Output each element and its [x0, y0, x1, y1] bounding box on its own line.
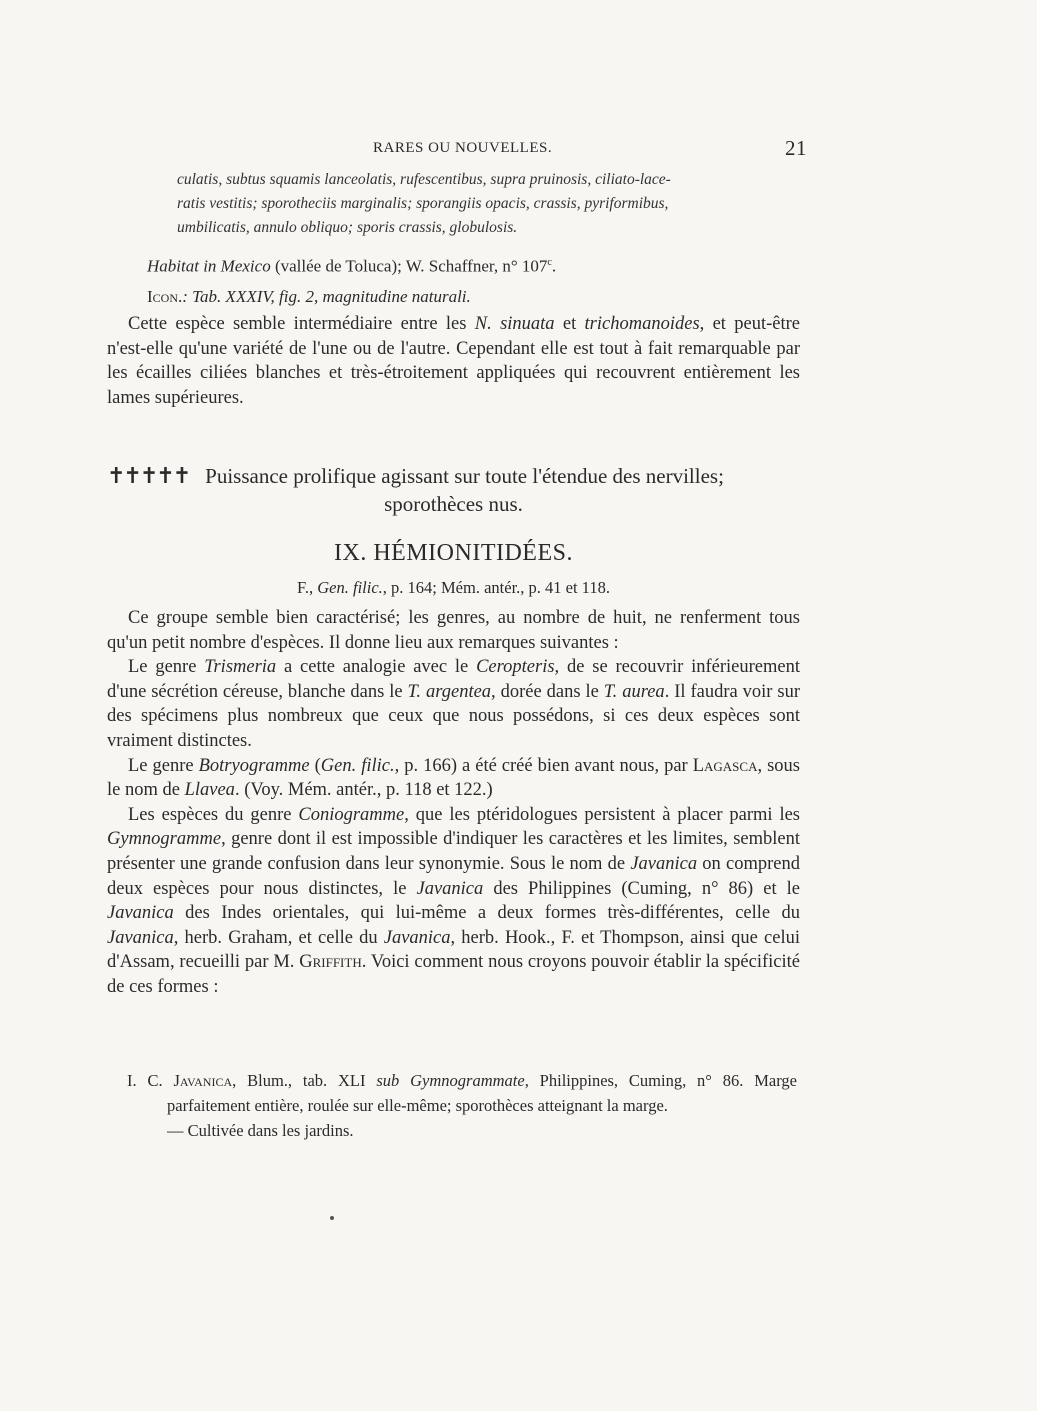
- chapter-reference: [107, 578, 800, 598]
- p4-lagasca: Lagasca: [692, 755, 758, 776]
- p5-f: des Indes orientales, qui lui-même a deux formes très-différentes, celle du: [173, 903, 800, 924]
- paragraph-5: [107, 803, 800, 1000]
- habitat-text: (vallée de Toluca); W. Schaffner, n° 107: [270, 256, 548, 276]
- p3-c: , de se recouvrir inférieurement d'une sécrétion céreuse, blanche dans le: [107, 657, 800, 702]
- p4-d: , sous le nom de: [107, 755, 800, 801]
- li1-javanica: Javanica: [173, 1071, 233, 1090]
- habitat-end: .: [551, 256, 557, 276]
- running-header: [107, 136, 807, 162]
- latin-line-1: culatis, subtus squamis lanceolatis, rufescentibus, supra pruinosis, ciliato-lace-: [177, 171, 671, 188]
- li1-b: , Blum., tab. XLI: [232, 1071, 377, 1090]
- p1-species-sinuata: sinuata: [500, 314, 555, 334]
- p3-d: , dorée dans le: [491, 681, 604, 702]
- p1-species-trich: trichomanoides: [584, 314, 700, 334]
- p5-jav3: Javanica: [107, 903, 174, 924]
- habitat-line: [147, 248, 797, 282]
- paragraph-4: [107, 754, 800, 803]
- running-title: RARES OU NOUVELLES.: [373, 140, 553, 156]
- li1-sub: sub Gymnogrammate: [376, 1071, 525, 1090]
- p5-griffith: Griffith: [299, 952, 362, 973]
- p5-b: , que les ptéridologues persistent à placer parmi les: [404, 804, 800, 825]
- habitat-block: [147, 248, 797, 312]
- list-item-1: [127, 1068, 797, 1118]
- section-line-2: sporothèces nus.: [384, 492, 523, 516]
- p1-text-a: Cette espèce semble intermédiaire entre les: [128, 314, 475, 334]
- p5-jav2: Javanica: [416, 878, 484, 899]
- section-heading: [107, 462, 800, 518]
- p5-a: Les espèces du genre: [128, 804, 299, 825]
- paragraph-2: Ce groupe semble bien caractérisé; les genres, au nombre de huit, ne renferment tous qu'un petit nombre d'espèces. Il donne lieu aux remarques suivantes :: [107, 608, 800, 653]
- latin-description: [107, 168, 800, 240]
- p5-conio: Coniogramme: [298, 804, 405, 825]
- p5-d: on comprend deux espèces pour nous distinctes, le: [107, 853, 800, 899]
- latin-line-2: ratis vestitis; sporotheciis marginalis; sporangiis opacis, crassis, pyriformibus,: [177, 195, 669, 212]
- crosses-mark: ✝✝✝✝✝: [107, 463, 190, 488]
- p3-e: . Il faudra voir sur des spécimens plus nombreux que ceux que nous possédons, si ces deux espèces sont vraiment distinctes.: [107, 681, 800, 751]
- li1-a: I. C.: [127, 1071, 174, 1090]
- li1-c: , Philippines, Cuming, n° 86. Marge parfaitement entière, roulée sur elle-même; sporothèces atteignant la marge.: [167, 1071, 797, 1115]
- p1-text-rest: , et peut-être n'est-elle qu'une variété de l'une ou de l'autre. Cependant elle est tout à fait remarquable par les écailles ciliées blanches et très-étroitement appliquées qui recouvrent entièrement les lames supérieures.: [107, 314, 800, 408]
- p4-b: (: [309, 755, 321, 776]
- p5-c: , genre dont il est impossible d'indiquer les caractères et les limites, semblent présenter une grande confusion dans leur synonymie. Sous le nom de: [107, 829, 800, 874]
- paragraph-1: [107, 312, 800, 410]
- p3-b: a cette analogie avec le: [276, 657, 477, 678]
- p4-gen: Gen. filic.: [320, 755, 395, 776]
- p5-i: . Voici comment nous croyons pouvoir établir la spécificité de ces formes :: [107, 952, 800, 997]
- p1-et: et: [554, 314, 585, 334]
- icon-label: Icon.: [147, 286, 183, 306]
- p5-jav4: Javanica: [107, 927, 174, 948]
- p5-gymno: Gymnogramme: [107, 829, 222, 850]
- icon-line: [147, 282, 797, 312]
- p4-llavea: Llavea: [184, 780, 235, 801]
- p5-jav5: Javanica: [383, 927, 451, 948]
- p3-t-aurea: T. aurea: [603, 681, 665, 702]
- page-number: 21: [785, 136, 807, 160]
- p3-a: Le genre: [128, 657, 205, 678]
- p5-e: des Philippines (Cuming, n° 86) et le: [483, 878, 800, 899]
- section-line-1: Puissance prolifique agissant sur toute l'étendue des nervilles;: [205, 464, 724, 488]
- paragraph-3: [107, 655, 800, 753]
- p4-botry: Botryogramme: [198, 755, 310, 776]
- chapter-title: IX. HÉMIONITIDÉES.: [334, 540, 573, 566]
- ref-b: , p. 164; Mém. antér., p. 41 et 118.: [382, 578, 610, 597]
- p5-jav1: Javanica: [630, 853, 698, 874]
- icon-text: : Tab. XXXIV, fig. 2, magnitudine naturali.: [182, 286, 471, 306]
- ref-gen: Gen. filic.: [317, 578, 383, 597]
- habitat-sup: c: [547, 257, 552, 268]
- ref-a: F.,: [297, 578, 318, 597]
- p3-ceropteris: Ceropteris: [476, 657, 555, 678]
- paragraphs-main: [107, 606, 800, 1000]
- p3-trismeria: Trismeria: [204, 657, 277, 678]
- p4-a: Le genre: [128, 755, 199, 776]
- p5-g: , herb. Graham, et celle du: [173, 927, 384, 948]
- printer-dot: [330, 1216, 334, 1220]
- species-list: [127, 1068, 797, 1143]
- p1-genus: N.: [474, 314, 492, 334]
- habitat-label: Habitat in Mexico: [147, 256, 271, 276]
- p4-c: , p. 166) a été créé bien avant nous, par: [394, 755, 693, 776]
- p3-t-argentea: T. argentea: [407, 681, 492, 702]
- p4-e: . (Voy. Mém. antér., p. 118 et 122.): [234, 780, 493, 801]
- list-item-1-cont: — Cultivée dans les jardins.: [167, 1121, 354, 1140]
- p5-h: , herb. Hook., F. et Thompson, ainsi que celui d'Assam, recueilli par M.: [107, 927, 800, 973]
- latin-line-3: umbilicatis, annulo obliquo; sporis crassis, globulosis.: [177, 219, 518, 236]
